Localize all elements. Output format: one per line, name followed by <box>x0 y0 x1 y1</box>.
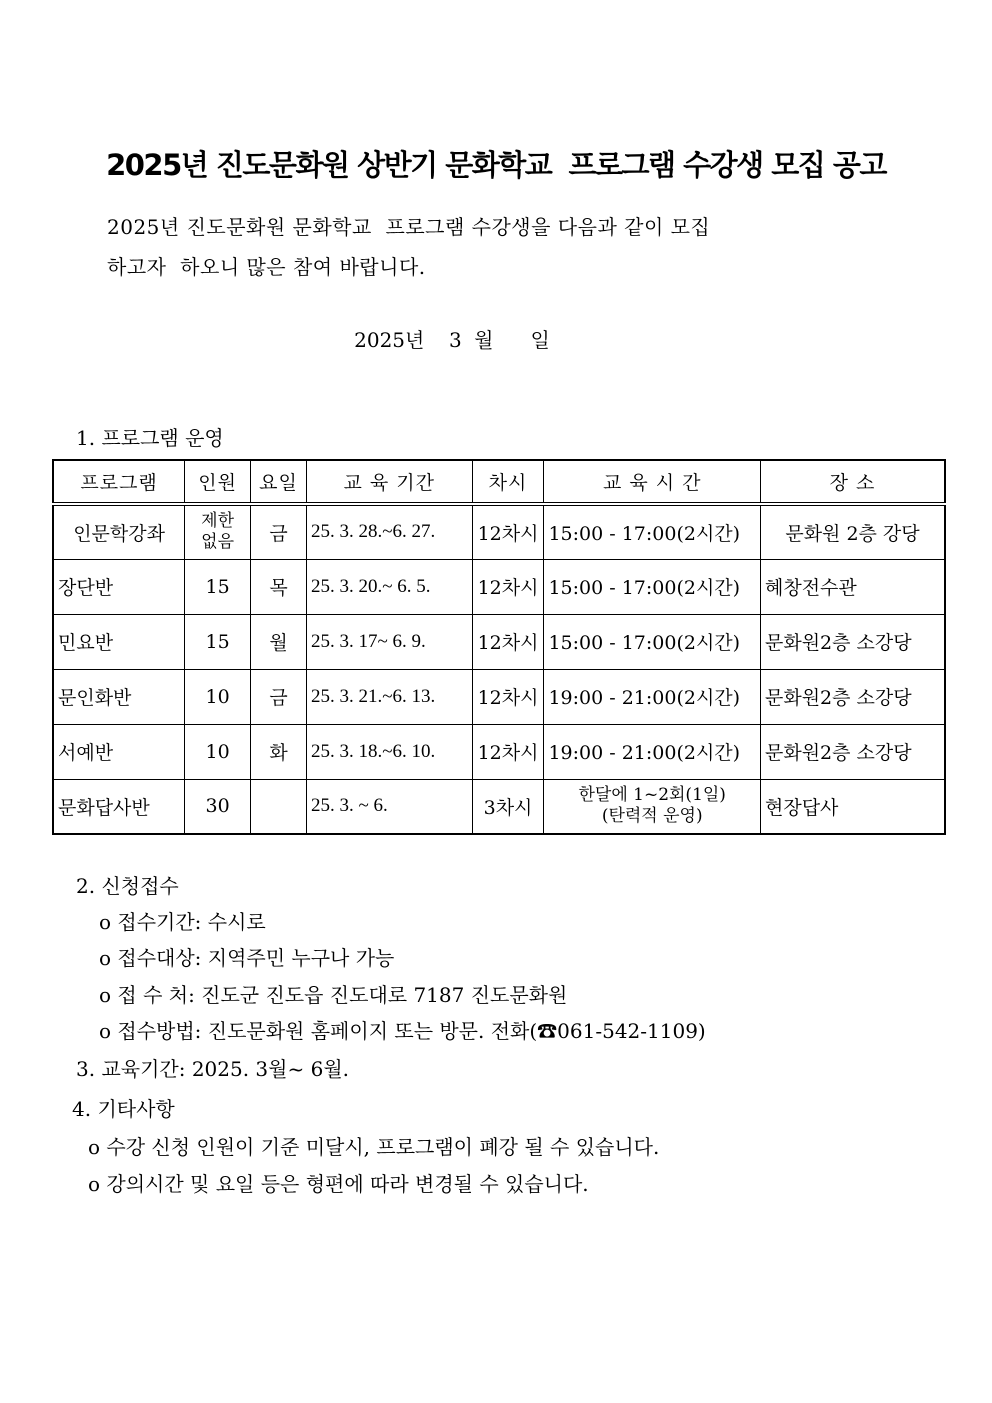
cell-day: 월 <box>251 614 307 669</box>
cell-sessions: 12차시 <box>472 504 544 559</box>
cell-people-line2: 없음 <box>201 532 235 553</box>
header-period: 교 육 기간 <box>306 460 472 504</box>
cell-time-line2: (탄력적 운영) <box>601 806 703 827</box>
cell-place: 혜창전수관 <box>760 559 945 614</box>
cell-place: 문화원2층 소강당 <box>760 669 945 724</box>
header-people: 인원 <box>185 460 251 504</box>
section-2-item: o 접수방법: 진도문화원 홈페이지 또는 방문. 전화(☎061-542-1109) <box>99 1019 706 1043</box>
cell-time: 15:00 - 17:00(2시간) <box>544 614 761 669</box>
table-row <box>53 614 945 669</box>
section-2-item: o 접 수 처: 진도군 진도읍 진도대로 7187 진도문화원 <box>99 983 568 1007</box>
table-row <box>53 779 945 834</box>
cell-place: 문화원2층 소강당 <box>760 724 945 779</box>
section-4-item: o 강의시간 및 요일 등은 형편에 따라 변경될 수 있습니다. <box>88 1172 589 1196</box>
cell-program: 문인화반 <box>53 669 185 724</box>
table-header-row <box>53 460 945 504</box>
cell-place: 문화원 2층 강당 <box>760 504 945 559</box>
intro-line-2: 하고자 하오니 많은 참여 바랍니다. <box>107 255 426 279</box>
cell-people: 15 <box>185 614 251 669</box>
cell-day <box>251 779 307 834</box>
table-row <box>53 504 945 559</box>
cell-period: 25. 3. 20.~ 6. 5. <box>306 559 472 614</box>
cell-day: 화 <box>251 724 307 779</box>
cell-people: 10 <box>185 724 251 779</box>
header-program: 프로그램 <box>53 460 185 504</box>
cell-people <box>185 504 251 559</box>
cell-period: 25. 3. 17~ 6. 9. <box>306 614 472 669</box>
section-2-item: o 접수대상: 지역주민 누구나 가능 <box>99 946 395 970</box>
table-row <box>53 669 945 724</box>
cell-place: 현장답사 <box>760 779 945 834</box>
cell-day: 금 <box>251 504 307 559</box>
section-2-item: o 접수기간: 수시로 <box>99 910 266 934</box>
section-2-heading: 2. 신청접수 <box>76 874 179 898</box>
cell-period: 25. 3. ~ 6. <box>306 779 472 834</box>
cell-period: 25. 3. 21.~6. 13. <box>306 669 472 724</box>
cell-people-line1: 제한 <box>201 511 235 532</box>
cell-day: 목 <box>251 559 307 614</box>
cell-people: 10 <box>185 669 251 724</box>
header-day: 요일 <box>251 460 307 504</box>
cell-time: 15:00 - 17:00(2시간) <box>544 559 761 614</box>
cell-sessions: 12차시 <box>472 724 544 779</box>
header-time: 교 육 시 간 <box>544 460 761 504</box>
cell-program: 민요반 <box>53 614 185 669</box>
cell-sessions: 12차시 <box>472 614 544 669</box>
cell-program: 서예반 <box>53 724 185 779</box>
cell-place: 문화원2층 소강당 <box>760 614 945 669</box>
cell-program: 인문학강좌 <box>53 504 185 559</box>
cell-sessions: 3차시 <box>472 779 544 834</box>
section-1-heading: 1. 프로그램 운영 <box>76 426 224 450</box>
cell-sessions: 12차시 <box>472 669 544 724</box>
cell-time: 19:00 - 21:00(2시간) <box>544 724 761 779</box>
table-row <box>53 559 945 614</box>
cell-period: 25. 3. 28.~6. 27. <box>306 504 472 559</box>
cell-people: 30 <box>185 779 251 834</box>
cell-time-line1: 한달에 1~2회(1일) <box>578 785 726 806</box>
cell-program: 문화답사반 <box>53 779 185 834</box>
section-4-heading: 4. 기타사항 <box>72 1097 175 1121</box>
header-sessions: 차시 <box>472 460 544 504</box>
header-place: 장 소 <box>760 460 945 504</box>
section-4-item: o 수강 신청 인원이 기준 미달시, 프로그램이 폐강 될 수 있습니다. <box>88 1135 660 1159</box>
document-title: 2025년 진도문화원 상반기 문화학교 프로그램 수강생 모집 공고 <box>106 148 886 182</box>
cell-time <box>544 779 761 834</box>
cell-time: 15:00 - 17:00(2시간) <box>544 504 761 559</box>
cell-program: 장단반 <box>53 559 185 614</box>
intro-line-1: 2025년 진도문화원 문화학교 프로그램 수강생을 다음과 같이 모집 <box>107 215 711 239</box>
cell-people: 15 <box>185 559 251 614</box>
cell-time: 19:00 - 21:00(2시간) <box>544 669 761 724</box>
notice-date: 2025년 3 월 일 <box>354 328 550 352</box>
program-table <box>52 459 946 835</box>
cell-day: 금 <box>251 669 307 724</box>
table-row <box>53 724 945 779</box>
cell-sessions: 12차시 <box>472 559 544 614</box>
cell-period: 25. 3. 18.~6. 10. <box>306 724 472 779</box>
section-3-heading: 3. 교육기간: 2025. 3월~ 6월. <box>76 1057 349 1081</box>
